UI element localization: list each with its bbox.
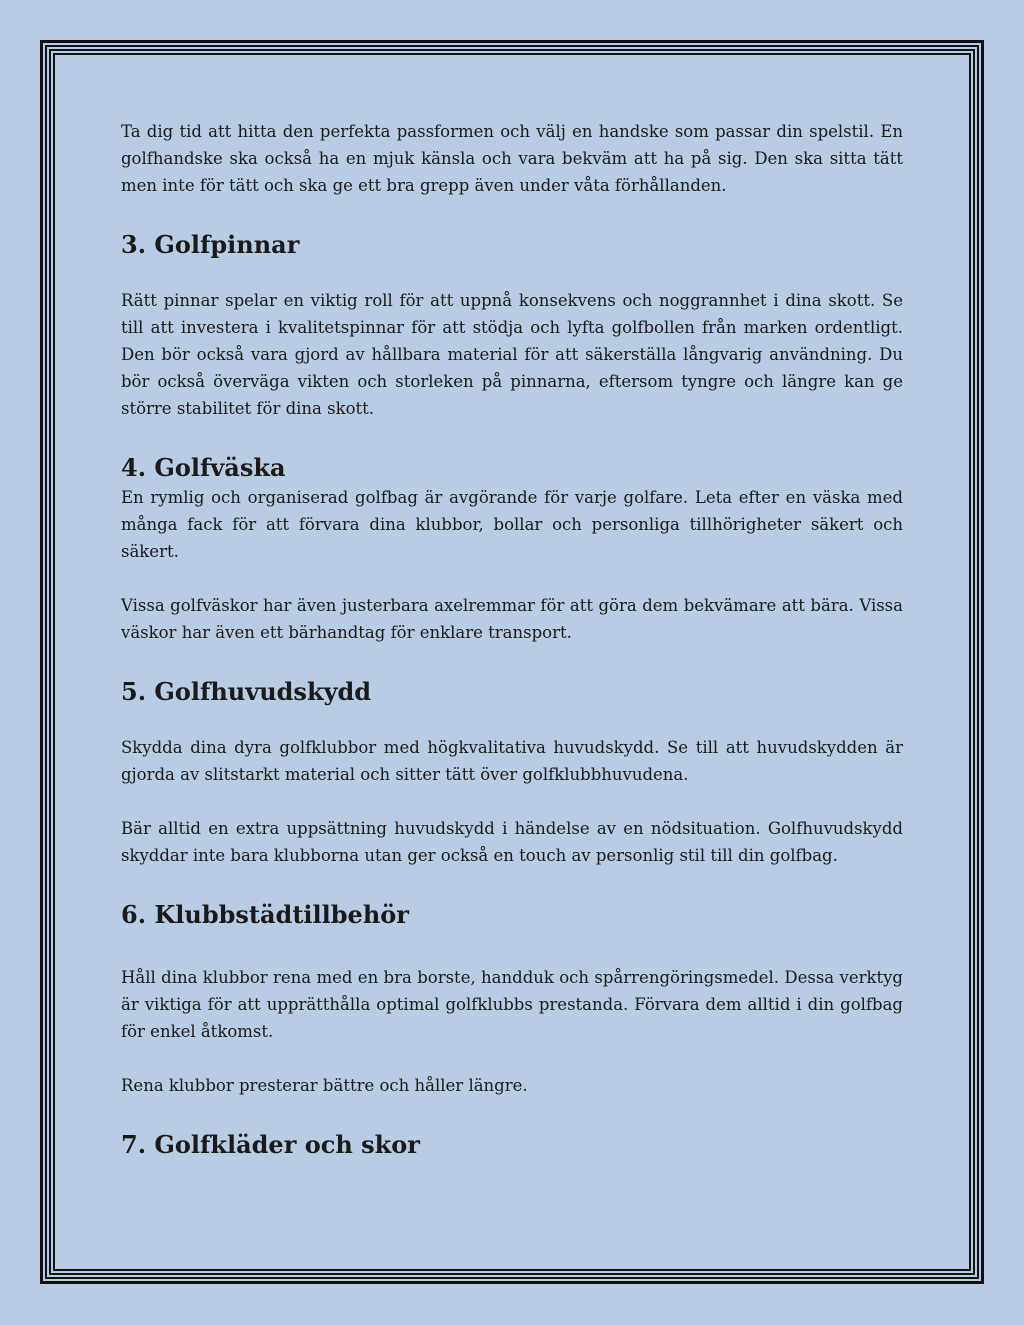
section-heading-golfpinnar: 3. Golfpinnar	[121, 230, 300, 259]
section-heading-klubbstadtillbehor: 6. Klubbstädtillbehör	[121, 900, 409, 929]
document-body	[121, 118, 903, 1161]
golfvaska-paragraph-2: Vissa golfväskor har även justerbara axelremmar för att göra dem bekvämare att bära. Vissa väskor har även ett bärhandtag för enklare transport.	[121, 596, 903, 642]
golfhuvudskydd-paragraph-1: Skydda dina dyra golfklubbor med högkvalitativa huvudskydd. Se till att huvudskydden är gjorda av slitstarkt material och sitter tätt över golfklubbhuvudena.	[121, 738, 903, 784]
golfvaska-paragraph-1: En rymlig och organiserad golfbag är avgörande för varje golfare. Leta efter en väska med många fack för att förvara dina klubbor, bollar och personliga tillhörigheter säkert och säkert.	[121, 488, 903, 561]
klubbstad-paragraph-1: Håll dina klubbor rena med en bra borste, handduk och spårrengöringsmedel. Dessa verktyg är viktiga för att upprätthålla optimal golfklubbs prestanda. Förvara dem alltid i din golfbag för enkel åtkomst.	[121, 968, 903, 1041]
klubbstad-paragraph-2: Rena klubbor presterar bättre och håller längre.	[121, 1076, 528, 1095]
golfpinnar-paragraph-1: Rätt pinnar spelar en viktig roll för att uppnå konsekvens och noggrannhet i dina skott. Se till att investera i kvalitetspinnar för att stödja och lyfta golfbollen från marken ordentligt. Den bör också vara gjord av hållbara material för att säkerställa långvarig användning. Du bör också överväga vikten och storleken på pinnarna, eftersom tyngre och längre kan ge större stabilitet för dina skott.	[121, 291, 903, 418]
section-heading-golfklader: 7. Golfkläder och skor	[121, 1130, 420, 1159]
intro-paragraph: Ta dig tid att hitta den perfekta passformen och välj en handske som passar din spelstil. En golfhandske ska också ha en mjuk känsla och vara bekväm att ha på sig. Den ska sitta tätt men inte för tätt och ska ge ett bra grepp även under våta förhållanden.	[121, 122, 903, 195]
section-heading-golfvaska: 4. Golfväska	[121, 453, 286, 482]
golfhuvudskydd-paragraph-2: Bär alltid en extra uppsättning huvudskydd i händelse av en nödsituation. Golfhuvudskydd skyddar inte bara klubborna utan ger också en touch av personlig stil till din golfbag.	[121, 819, 903, 865]
section-heading-golfhuvudskydd: 5. Golfhuvudskydd	[121, 677, 372, 706]
